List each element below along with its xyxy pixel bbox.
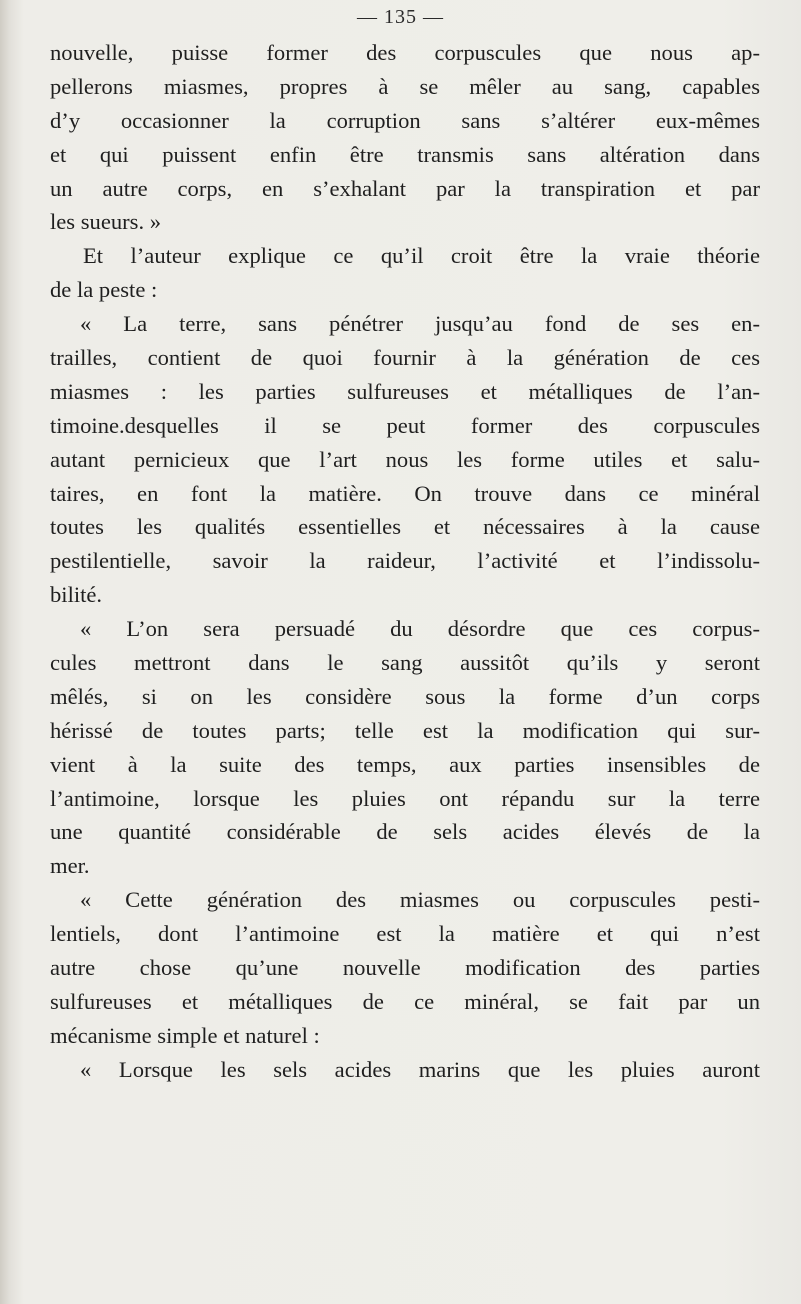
text-line: « L’on sera persuadé du désordre que ces corpus- [80,616,760,642]
text-line: autant pernicieux que l’art nous les forme utiles et salu- [50,446,760,472]
page-number: — 135 — [357,6,444,28]
text-line: vient à la suite des temps, aux parties insensibles de [50,751,760,777]
text-line: hérissé de toutes parts; telle est la modification qui sur- [50,717,760,743]
text-line: les sueurs. » [50,209,162,235]
text-line: mer. [50,853,90,879]
text-line: trailles, contient de quoi fournir à la génération de ces [50,345,760,371]
text-line: un autre corps, en s’exhalant par la transpiration et par [50,175,760,201]
text-line: de la peste : [50,277,158,303]
text-line: « Lorsque les sels acides marins que les pluies auront [80,1056,760,1082]
text-line: « La terre, sans pénétrer jusqu’au fond de ses en- [80,311,760,337]
text-line: sulfureuses et métalliques de ce minéral, se fait par un [50,988,760,1014]
text-line: autre chose qu’une nouvelle modification des parties [50,955,760,981]
text-line: toutes les qualités essentielles et nécessaires à la cause [50,514,760,540]
text-line: timoine.desquelles il se peut former des corpuscules [50,412,760,438]
text-line: Et l’auteur explique ce qu’il croit être la vraie théorie [83,243,760,269]
text-line: et qui puissent enfin être transmis sans altération dans [50,141,760,167]
text-line: bilité. [50,582,103,608]
text-line: mécanisme simple et naturel : [50,1022,320,1048]
body-text [50,36,760,1087]
text-line: pestilentielle, savoir la raideur, l’activité et l’indissolu- [50,548,760,574]
text-line: d’y occasionner la corruption sans s’altérer eux-mêmes [50,107,760,133]
text-line: lentiels, dont l’antimoine est la matière et qui n’est [50,921,760,947]
text-line: cules mettront dans le sang aussitôt qu’ils y seront [50,650,760,676]
text-line: « Cette génération des miasmes ou corpuscules pesti- [80,887,760,913]
text-line: miasmes : les parties sulfureuses et métalliques de l’an- [50,378,760,404]
text-line: l’antimoine, lorsque les pluies ont répandu sur la terre [50,785,760,811]
text-line: nouvelle, puisse former des corpuscules que nous ap- [50,40,760,65]
text-line: une quantité considérable de sels acides élevés de la [50,819,760,845]
text-line: pellerons miasmes, propres à se mêler au sang, capables [50,73,760,99]
text-line: taires, en font la matière. On trouve dans ce minéral [50,480,760,506]
text-line: mêlés, si on les considère sous la forme d’un corps [50,683,760,709]
